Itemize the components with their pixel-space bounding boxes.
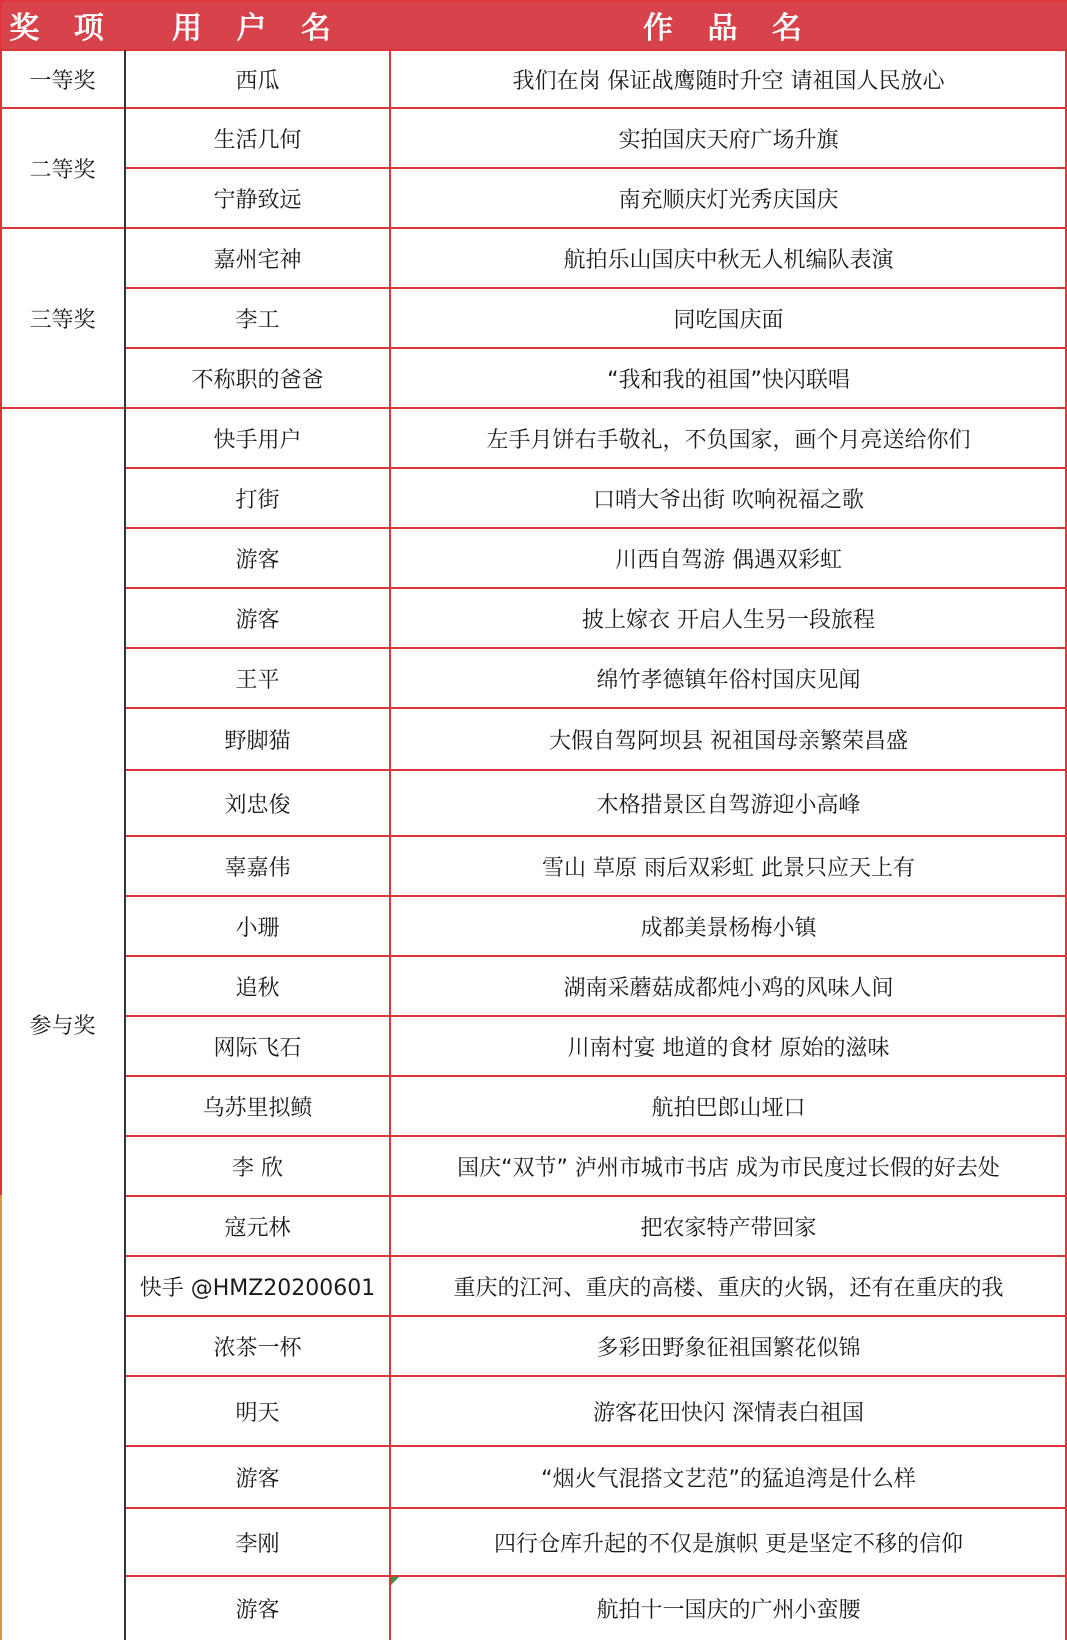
grid-line — [0, 407, 125, 409]
username-cell: 追秋 — [235, 975, 280, 1001]
work-title-cell: 实拍国庆天府广场升旗 — [618, 127, 839, 153]
award-cell: 参与奖 — [29, 1013, 96, 1039]
grid-line — [125, 769, 1067, 771]
grid-line — [125, 895, 1067, 897]
grid-line — [125, 1575, 1067, 1577]
work-title-cell: 游客花田快闪 深情表白祖国 — [593, 1400, 864, 1426]
grid-line — [0, 1195, 2, 1640]
grid-line — [125, 1195, 1067, 1197]
grid-line — [125, 107, 1067, 109]
award-cell: 三等奖 — [29, 307, 96, 333]
grid-line — [125, 1075, 1067, 1077]
username-cell: 游客 — [235, 547, 280, 573]
grid-line — [125, 527, 1067, 529]
work-title-cell: 川南村宴 地道的食材 原始的滋味 — [567, 1035, 890, 1061]
username-cell: 寇元林 — [224, 1215, 291, 1241]
work-title-cell: 左手月饼右手敬礼，不负国家，画个月亮送给你们 — [486, 427, 971, 453]
work-title-cell: 披上嫁衣 开启人生另一段旅程 — [582, 607, 875, 633]
username-cell: 浓茶一杯 — [213, 1335, 302, 1361]
username-cell: 生活几何 — [213, 127, 302, 153]
header-award: 奖 项 — [0, 0, 125, 50]
award-cell: 一等奖 — [29, 68, 96, 94]
grid-line — [124, 50, 126, 1640]
username-cell: 游客 — [235, 1466, 280, 1492]
grid-line — [125, 955, 1067, 957]
grid-line — [125, 707, 1067, 709]
grid-line — [125, 835, 1067, 837]
grid-line — [125, 647, 1067, 649]
username-cell: 王平 — [235, 667, 280, 693]
work-title-cell: 湖南采蘑菇成都炖小鸡的风味人间 — [563, 975, 894, 1001]
work-title-cell: 同吃国庆面 — [673, 307, 784, 333]
work-title-cell: 航拍乐山国庆中秋无人机编队表演 — [563, 247, 894, 273]
username-cell: 西瓜 — [235, 68, 280, 94]
username-cell: 李刚 — [235, 1531, 280, 1557]
grid-line — [125, 1375, 1067, 1377]
work-title-cell: 航拍巴郎山垭口 — [651, 1095, 806, 1121]
work-title-cell: 大假自驾阿坝县 祝祖国母亲繁荣昌盛 — [549, 728, 908, 754]
header-work-title: 作 品 名 — [390, 0, 1067, 50]
grid-line — [0, 107, 125, 109]
work-title-cell: “我和我的祖国”快闪联唱 — [607, 367, 850, 393]
grid-line — [125, 407, 1067, 409]
grid-line — [0, 0, 1067, 2]
username-cell: 嘉州宅神 — [213, 247, 302, 273]
work-title-cell: 航拍十一国庆的广州小蛮腰 — [596, 1597, 861, 1623]
username-cell: 宁静致远 — [213, 187, 302, 213]
grid-line — [125, 467, 1067, 469]
work-title-cell: 川西自驾游 偶遇双彩虹 — [615, 547, 842, 573]
work-title-cell: 绵竹孝德镇年俗村国庆见闻 — [596, 667, 861, 693]
grid-line — [125, 1315, 1067, 1317]
grid-line — [125, 347, 1067, 349]
grid-line — [125, 1015, 1067, 1017]
work-title-cell: 我们在岗 保证战鹰随时升空 请祖国人民放心 — [512, 68, 945, 94]
cell-comment-marker — [391, 1577, 399, 1585]
grid-line — [125, 1445, 1067, 1447]
work-title-cell: 国庆“双节” 泸州市城市书店 成为市民度过长假的好去处 — [457, 1155, 1000, 1181]
username-cell: 乌苏里拟鲼 — [202, 1095, 313, 1121]
grid-line — [125, 227, 1067, 229]
username-cell: 游客 — [235, 607, 280, 633]
work-title-cell: 把农家特产带回家 — [640, 1215, 817, 1241]
work-title-cell: 重庆的江河、重庆的高楼、重庆的火锅，还有在重庆的我 — [453, 1275, 1004, 1301]
grid-line — [0, 227, 125, 229]
username-cell: 明天 — [235, 1400, 280, 1426]
work-title-cell: 木格措景区自驾游迎小高峰 — [596, 792, 861, 818]
grid-line — [125, 287, 1067, 289]
username-cell: 打街 — [235, 487, 280, 513]
username-cell: 李工 — [235, 307, 280, 333]
award-cell: 二等奖 — [29, 157, 96, 183]
grid-line — [125, 1135, 1067, 1137]
work-title-cell: 口哨大爷出街 吹响祝福之歌 — [593, 487, 864, 513]
grid-line — [125, 587, 1067, 589]
username-cell: 野脚猫 — [224, 728, 291, 754]
work-title-cell: 南充顺庆灯光秀庆国庆 — [618, 187, 839, 213]
grid-line — [0, 49, 125, 51]
work-title-cell: 雪山 草原 雨后双彩虹 此景只应天上有 — [542, 855, 915, 881]
work-title-cell: 多彩田野象征祖国繁花似锦 — [596, 1335, 861, 1361]
work-title-cell: 四行仓库升起的不仅是旗帜 更是坚定不移的信仰 — [494, 1531, 963, 1557]
grid-line — [0, 0, 2, 1195]
username-cell: 辜嘉伟 — [224, 855, 291, 881]
grid-line — [389, 50, 391, 1640]
username-cell: 快手 @HMZ20200601 — [139, 1275, 376, 1301]
username-cell: 网际飞石 — [213, 1035, 302, 1061]
username-cell: 不称职的爸爸 — [191, 367, 324, 393]
header-username: 用 户 名 — [125, 0, 390, 50]
username-cell: 游客 — [235, 1597, 280, 1623]
username-cell: 小珊 — [235, 915, 280, 941]
grid-line — [125, 1507, 1067, 1509]
grid-line — [125, 167, 1067, 169]
username-cell: 李 欣 — [232, 1155, 283, 1181]
username-cell: 快手用户 — [213, 427, 302, 453]
work-title-cell: 成都美景杨梅小镇 — [640, 915, 817, 941]
grid-line — [125, 1255, 1067, 1257]
username-cell: 刘忠俊 — [224, 792, 291, 818]
work-title-cell: “烟火气混搭文艺范”的猛追湾是什么样 — [541, 1466, 916, 1492]
grid-line — [125, 49, 1067, 51]
